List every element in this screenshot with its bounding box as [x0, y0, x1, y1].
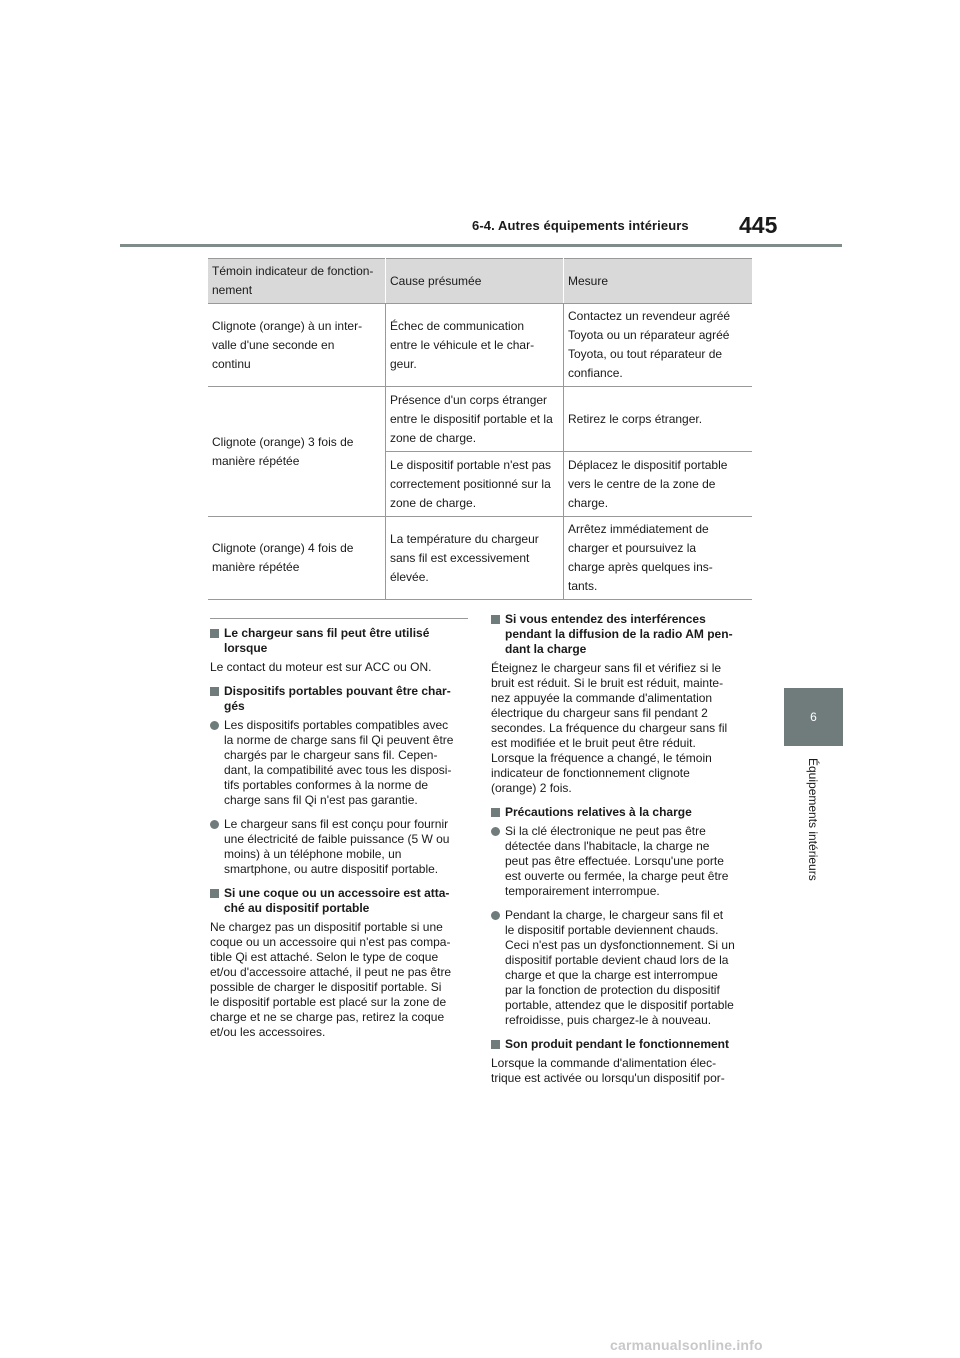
subsection-title: Dispositifs portables pouvant être char- gés [210, 684, 468, 714]
header-divider [120, 244, 842, 247]
bullet-item: Pendant la charge, le chargeur sans fil et le dispositif portable deviennent chauds. Ceci n'est pas un dysfonctionnement. Si un dispositif portable devient chaud lors de la charge et que la charge est interrompue par la fonction de protection du dispositif portable, attendez que le dispositif portable refroidisse, puis chargez-le à nouveau. [491, 908, 753, 1028]
table-cell: Retirez le corps étranger. [564, 387, 753, 452]
paragraph: Lorsque la commande d'alimentation élec- trique est activée ou lorsqu'un dispositif por- [491, 1056, 725, 1085]
table-cell: Présence d'un corps étranger entre le dispositif portable et la zone de charge. [386, 387, 564, 452]
table-cell: Clignote (orange) à un inter- valle d'une seconde en continu [208, 304, 386, 387]
paragraph: Éteignez le chargeur sans fil et vérifiez si le bruit est réduit. Si le bruit est réduit, mainte- nez appuyée la commande d'alimentation électrique du chargeur sans fil pendant 2 secondes. La fréquence du chargeur sans fil est modifiée et le bruit peut être réduit. Lorsque la fréquence a changé, le témoin indicateur de fonctionnement clignote (orange) 2 fois. [491, 661, 728, 795]
section-title: 6-4. Autres équipements intérieurs [472, 218, 689, 233]
subsection-title: Son produit pendant le fonctionnement [491, 1037, 753, 1052]
table-row [208, 517, 752, 600]
chapter-label: Équipements intérieurs [806, 758, 820, 881]
table-header-row [208, 259, 752, 304]
table-header: Témoin indicateur de fonction- nement [208, 259, 386, 304]
paragraph: Ne chargez pas un dispositif portable si une coque ou un accessoire qui n'est pas compa- tible Qi est attaché. Selon le type de coque et/ou d'accessoire attaché, il peut ne pas être possible de charger le dispositif portable. Si le dispositif portable est placé sur la zone de charge et ne se charge pas, retirez la coque et/ou les accessoires. [210, 920, 452, 1039]
table-cell: Clignote (orange) 4 fois de manière répétée [208, 517, 386, 600]
table-header: Cause présumée [386, 259, 564, 304]
right-column [491, 612, 753, 1095]
table-row [208, 304, 752, 387]
subsection-title: Précautions relatives à la charge [491, 805, 753, 820]
subsection-title: Si vous entendez des interférences pendant la diffusion de la radio AM pen- dant la charge [491, 612, 753, 657]
subsection-title: Le chargeur sans fil peut être utilisé lorsque [210, 626, 468, 656]
left-column [210, 618, 468, 1049]
paragraph: Le contact du moteur est sur ACC ou ON. [210, 660, 432, 674]
table-header: Mesure [564, 259, 753, 304]
bullet-item: Si la clé électronique ne peut pas être détectée dans l'habitacle, la charge ne peut pas être effectuée. Lorsqu'une porte est ouverte ou fermée, la charge peut être temporairement interrompue. [491, 824, 753, 899]
bullet-item: Le chargeur sans fil est conçu pour fournir une électricité de faible puissance (5 W ou moins) à un téléphone mobile, un smartphone, ou autre dispositif portable. [210, 817, 468, 877]
table-row [208, 387, 752, 452]
table-cell: Déplacez le dispositif portable vers le centre de la zone de charge. [564, 452, 753, 517]
page-number: 445 [739, 212, 778, 238]
table-cell: Échec de communication entre le véhicule et le char- geur. [386, 304, 564, 387]
table-cell: Contactez un revendeur agréé Toyota ou un réparateur agréé Toyota, ou tout réparateur de confiance. [564, 304, 753, 387]
table-cell: Clignote (orange) 3 fois de manière répétée [208, 387, 386, 517]
watermark: carmanualsonline.info [610, 1337, 763, 1353]
indicator-table [208, 258, 752, 600]
table-cell: La température du chargeur sans fil est excessivement élevée. [386, 517, 564, 600]
table-cell: Le dispositif portable n'est pas correctement positionné sur la zone de charge. [386, 452, 564, 517]
chapter-tab: 6 [784, 688, 843, 746]
table-cell: Arrêtez immédiatement de charger et poursuivez la charge après quelques ins- tants. [564, 517, 753, 600]
subsection-title: Si une coque ou un accessoire est atta- ché au dispositif portable [210, 886, 468, 916]
bullet-item: Les dispositifs portables compatibles avec la norme de charge sans fil Qi peuvent être chargés par le chargeur sans fil. Cepen- dant, la compatibilité avec tous les disposi- tifs portables conformes à la norme de charge sans fil Qi n'est pas garantie. [210, 718, 468, 808]
